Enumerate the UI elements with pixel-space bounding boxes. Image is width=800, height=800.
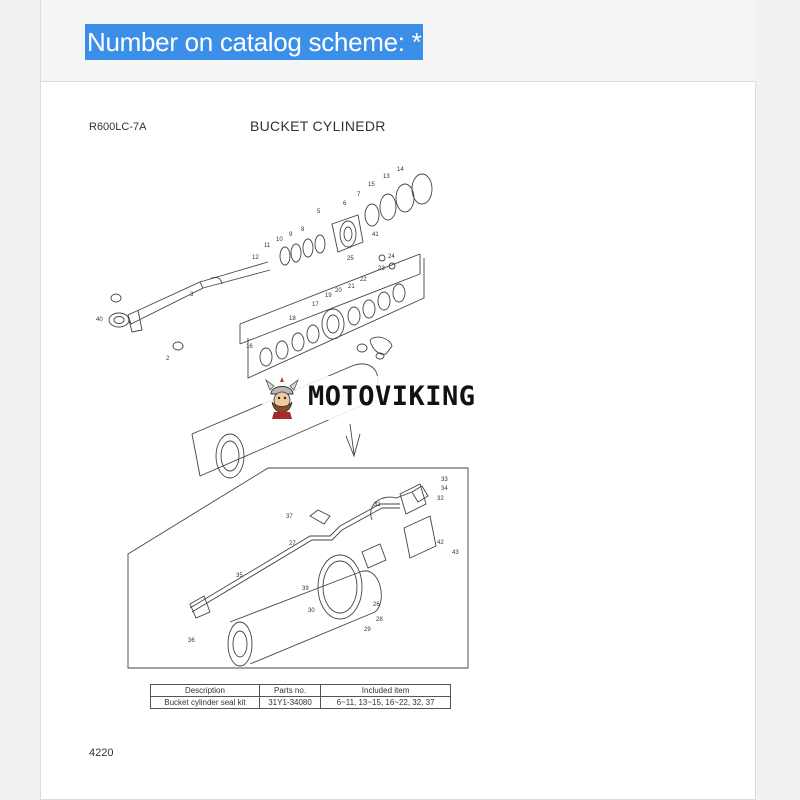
callout-label: 40 (96, 317, 103, 323)
callout-label: 21 (348, 284, 355, 290)
panel-header (41, 0, 757, 82)
catalog-scheme-heading: Number on catalog scheme: * (85, 24, 423, 60)
parts-diagram (40, 84, 756, 800)
callout-label: 34 (441, 486, 448, 492)
callout-label: 13 (383, 174, 390, 180)
callout-label: 16 (246, 344, 253, 350)
model-code: R600LC-7A (89, 121, 147, 133)
callout-label: 25 (347, 256, 354, 262)
callout-label: 3 (190, 292, 194, 298)
cell-included-items: 6~11, 13~15, 16~22, 32, 37 (321, 697, 451, 709)
watermark-brand: MOTOVIKING (308, 381, 476, 412)
callout-label: 20 (335, 288, 342, 294)
callout-label: 33 (441, 477, 448, 483)
column-header: Parts no. (259, 685, 320, 697)
callout-label: 2 (166, 356, 170, 362)
column-header: Description (151, 685, 260, 697)
callout-label: 22 (360, 277, 367, 283)
parts-table (150, 684, 451, 709)
callout-label: 7 (357, 192, 361, 198)
callout-label: 31 (374, 502, 381, 508)
callout-label: 12 (252, 255, 259, 261)
table-row (151, 697, 451, 709)
cell-description: Bucket cylinder seal kit (151, 697, 260, 709)
callout-label: 37 (286, 514, 293, 520)
callout-label: 26 (373, 602, 380, 608)
callout-label: 41 (372, 232, 379, 238)
callout-label: 24 (388, 254, 395, 260)
diagram-title: BUCKET CYLINEDR (250, 118, 386, 134)
callout-label: 11 (264, 243, 271, 249)
callout-label: 30 (308, 608, 315, 614)
callout-label: 15 (368, 182, 375, 188)
callout-label: 14 (397, 167, 404, 173)
callout-label: 27 (289, 541, 296, 547)
table-header-row (151, 685, 451, 697)
cell-part-number: 31Y1-34080 (259, 697, 320, 709)
callout-label: 8 (301, 227, 305, 233)
watermark (262, 376, 534, 420)
callout-label: 29 (364, 627, 371, 633)
callout-label: 42 (437, 540, 444, 546)
callout-label: 39 (302, 586, 309, 592)
callout-label: 10 (276, 237, 283, 243)
callout-label: 36 (188, 638, 195, 644)
viking-logo-icon (262, 376, 302, 420)
callout-label: 17 (312, 302, 319, 308)
callout-label: 19 (325, 293, 332, 299)
callout-label: 28 (376, 617, 383, 623)
column-header: Included item (321, 685, 451, 697)
callout-label: 43 (452, 550, 459, 556)
callout-label: 9 (289, 232, 293, 238)
page-number: 4220 (89, 747, 114, 759)
callout-label: 6 (343, 201, 347, 207)
callout-label: 5 (317, 209, 321, 215)
callout-label: 18 (289, 316, 296, 322)
callout-label: 23 (378, 266, 385, 272)
callout-label: 32 (437, 496, 444, 502)
callout-label: 35 (236, 573, 243, 579)
